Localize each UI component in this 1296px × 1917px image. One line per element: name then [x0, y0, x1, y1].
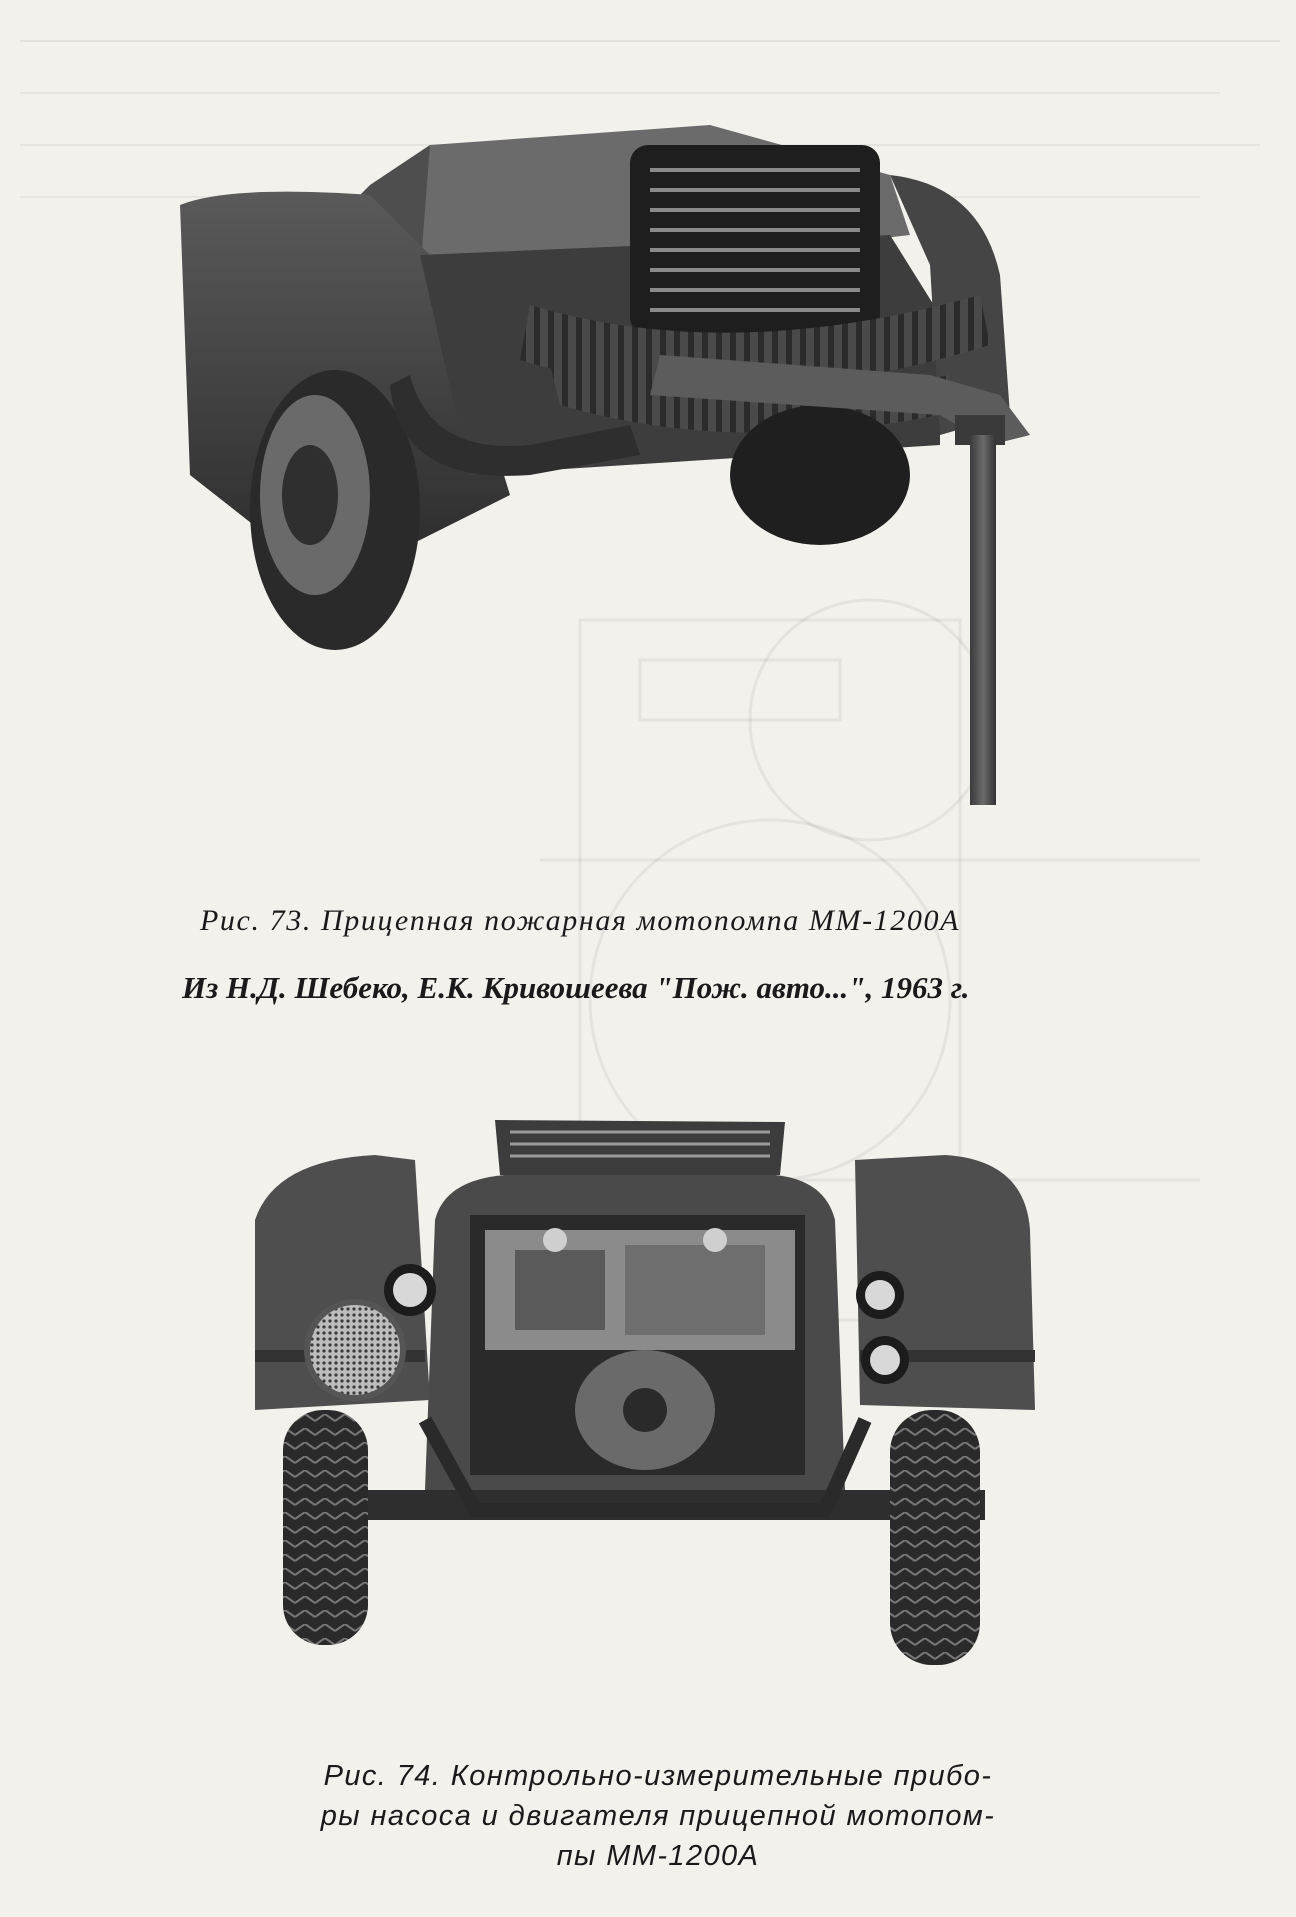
figure-74-caption [278, 1756, 1038, 1876]
figure-74-photo [255, 1120, 1045, 1720]
figure-74-caption-line-2: ры насоса и двигателя прицепной мотопом- [320, 1800, 996, 1832]
figure-73-caption: Рис. 73. Прицепная пожарная мотопомпа ММ-1200А [200, 904, 960, 937]
figure-73-source: Из Н.Д. Шебеко, Е.К. Кривошеева "Пож. авто...", 1963 г. [182, 970, 970, 1005]
figure-74-caption-line-3: пы ММ-1200А [556, 1840, 760, 1872]
figure-74-caption-line-1: Рис. 74. Контрольно-измерительные прибо- [323, 1760, 993, 1792]
figure-73-photo [170, 115, 1110, 845]
